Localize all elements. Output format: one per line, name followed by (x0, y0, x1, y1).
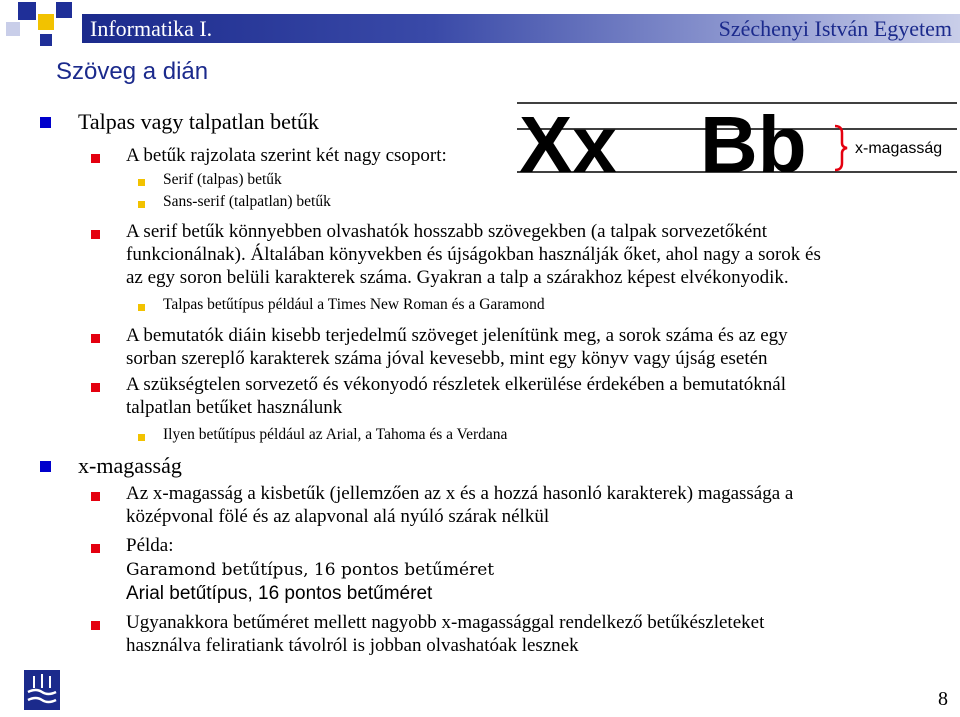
decor-square (40, 34, 52, 46)
bullet-level2: Ugyanakkora betűméret mellett nagyobb x-magassággal rendelkező betűkészleteket (126, 612, 765, 633)
bullet-marker (138, 434, 145, 441)
arial-example: Arial betűtípus, 16 pontos betűméret (126, 583, 433, 604)
bullet-continuation: középvonal fölé és az alapvonal alá nyúló szárak nélkül (126, 506, 550, 527)
bullet-marker (91, 230, 100, 239)
bullet-marker (91, 154, 100, 163)
decor-square (18, 2, 36, 20)
serif-sample: Xx (519, 100, 617, 185)
bullet-level3: Talpas betűtípus például a Times New Roman és a Garamond (163, 296, 545, 313)
decor-square (56, 2, 72, 18)
bullet-continuation: használva feliratiank távolról is jobban olvashatóak lesznek (126, 635, 579, 656)
slide-title: Szöveg a dián (56, 58, 209, 85)
x-height-diagram (517, 95, 957, 185)
decor-square (38, 14, 54, 30)
bullet-continuation: az egy soron belüli karakterek száma. Gyakran a talp a szárakhoz képest elvékonyodik. (126, 267, 789, 288)
bullet-continuation: talpatlan betűket használunk (126, 397, 343, 418)
bullet-level3: Serif (talpas) betűk (163, 171, 282, 188)
garamond-example: Garamond betűtípus, 16 pontos betűméret (126, 560, 495, 580)
bullet-marker (91, 621, 100, 630)
bullet-level2: A szükségtelen sorvezető és vékonyodó részletek elkerülése érdekében a bemutatóknál (126, 374, 786, 395)
bullet-marker (91, 544, 100, 553)
bullet-level2: A bemutatók diáin kisebb terjedelmű szöveget jelenítünk meg, a sorok száma és az egy (126, 325, 788, 346)
bullet-marker (138, 179, 145, 186)
page-number: 8 (938, 688, 948, 710)
bullet-marker (138, 304, 145, 311)
bullet-continuation: sorban szereplő karakterek száma jóval kevesebb, mint egy könyv vagy újság esetén (126, 348, 768, 369)
bullet-level3: Ilyen betűtípus például az Arial, a Tahoma és a Verdana (163, 426, 508, 443)
university-name: Széchenyi István Egyetem (718, 16, 952, 41)
bullet-marker (91, 383, 100, 392)
decor-square (6, 22, 20, 36)
bullet-level1: x-magasság (78, 453, 182, 478)
bullet-level1: Talpas vagy talpatlan betűk (78, 109, 319, 134)
x-height-label: x-magasság (855, 140, 943, 157)
bullet-level2: A serif betűk könnyebben olvashatók hosszabb szövegekben (a talpak sorvezetőként (126, 221, 768, 242)
bullet-level2: Példa: (126, 535, 174, 556)
sans-sample: Bb (700, 100, 807, 185)
x-height-illustration (517, 95, 957, 185)
bullet-marker (91, 334, 100, 343)
bullet-level3: Sans-serif (talpatlan) betűk (163, 193, 331, 210)
bullet-level2: A betűk rajzolata szerint két nagy csoport: (126, 145, 447, 166)
bullet-marker (138, 201, 145, 208)
bullet-continuation: funkcionálnak). Általában könyvekben és újságokban használják őket, ahol nagy a sorok és (126, 244, 821, 265)
course-title: Informatika I. (90, 16, 213, 41)
bullet-marker (40, 461, 51, 472)
bullet-marker (91, 492, 100, 501)
slide-header (0, 0, 960, 58)
brace-mark (835, 126, 847, 170)
university-logo (24, 670, 60, 710)
bullet-level2: Az x-magasság a kisbetűk (jellemzően az x és a hozzá hasonló karakterek) magassága a (126, 483, 794, 504)
bullet-marker (40, 117, 51, 128)
